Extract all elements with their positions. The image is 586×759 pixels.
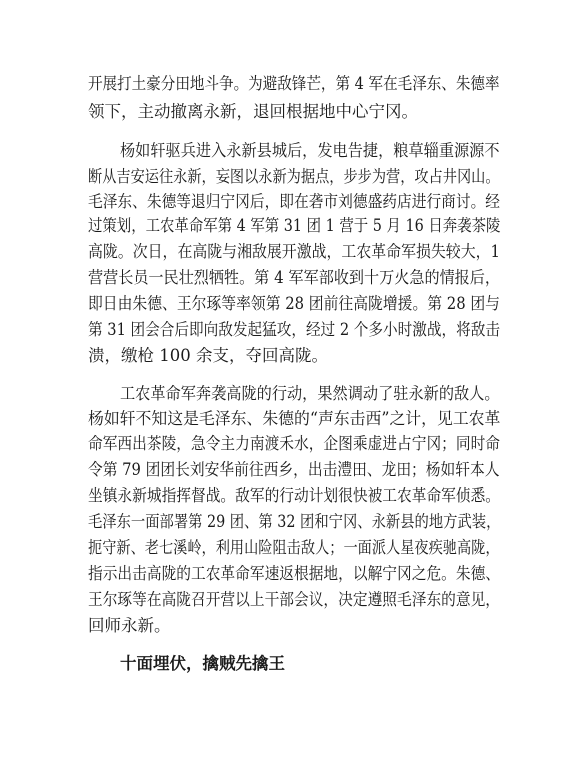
text-line: 过策划，工农革命军第 4 军第 31 团 1 营于 5 月 16 日奔袭茶陵	[88, 216, 501, 235]
text-line: 令第 79 团团长刘安华前往西乡，出击澧田、龙田；杨如轩本人	[88, 460, 500, 479]
text-line: 开展打土豪分田地斗争。为避敌锋芒，第 4 军在毛泽东、朱德率	[88, 74, 500, 93]
text-line: 即日由朱德、王尔琢等率领第 28 团前往高陇增援。第 28 团与	[88, 294, 500, 313]
paragraph-start-line: 杨如轩驱兵进入永新县城后，发电告捷，粮草辎重源源不	[120, 141, 500, 160]
text-line: 王尔琢等在高陇召开营以上干部会议，决定遵照毛泽东的意见，	[88, 590, 501, 609]
text-line: 命军西出茶陵，急令主力南渡禾水，企图乘虚进占宁冈；同时命	[88, 434, 501, 453]
text-line: 溃，缴枪 100 余支，夺回高陇。	[88, 346, 328, 365]
paragraph-start-line: 工农革命军奔袭高陇的行动，果然调动了驻永新的敌人。	[120, 384, 500, 403]
text-line: 坐镇永新城指挥督战。敌军的行动计划很快被工农革命军侦悉。	[88, 486, 501, 505]
text-line: 杨如轩不知这是毛泽东、朱德的“声东击西”之计，见工农革	[88, 409, 501, 428]
text-line: 回师永新。	[88, 616, 171, 635]
text-line: 第 31 团会合后即向敌发起猛攻，经过 2 个多小时激战，将敌击	[88, 320, 500, 339]
text-line: 毛泽东、朱德等退归宁冈后，即在砻市刘德盛药店进行商讨。经	[88, 192, 501, 211]
text-line: 断从吉安运往永新，妄图以永新为据点，步步为营，攻占井冈山。	[88, 167, 500, 186]
text-line: 毛泽东一面部署第 29 团、第 32 团和宁冈、永新县的地方武装，	[88, 512, 501, 531]
text-line: 高陇。次日，在高陇与湘敌展开激战，工农革命军损失较大，1	[88, 242, 500, 261]
section-heading: 十面埋伏，擒贼先擒王	[120, 654, 285, 673]
text-line: 指示出击高陇的工农革命军速返根据地，以解宁冈之危。朱德、	[88, 564, 501, 583]
text-line: 营营长员一民壮烈牺牲。第 4 军军部收到十万火急的情报后，	[88, 268, 501, 287]
text-line: 扼守新、老七溪岭，利用山险阻击敌人；一面派人星夜疾驰高陇，	[88, 538, 500, 557]
text-line: 领下，主动撤离永新，退回根据地中心宁冈。	[88, 102, 418, 121]
